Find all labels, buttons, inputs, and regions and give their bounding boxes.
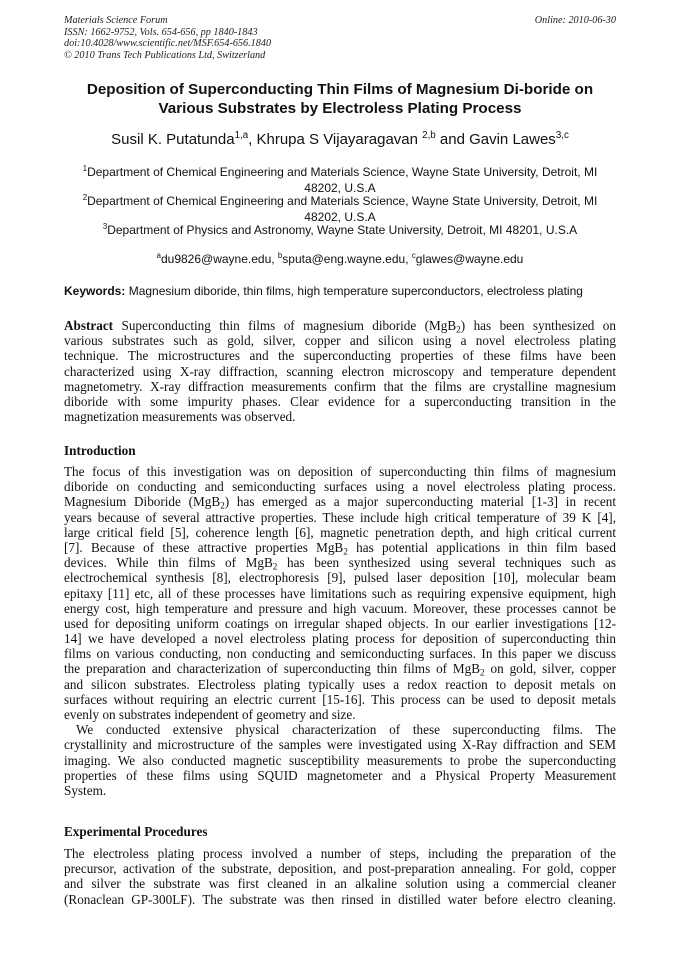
affiliation-number: 3 (102, 222, 108, 231)
body-line: imaging. We also conducted magnetic susceptibility measurements to probe the superconducting (64, 752, 616, 768)
author-name: Gavin Lawes (469, 131, 556, 148)
body-line: 14] we have developed a novel electroless plating process for deposition of superconducting thin (64, 631, 616, 647)
experimental-heading: Experimental Procedures (64, 824, 208, 839)
affiliation-text-cont: 48202, U.S.A (304, 180, 376, 195)
body-line: properties of these films using SQUID magnetometer and a Physical Property Measurement (64, 767, 616, 783)
email-mark: c (411, 251, 416, 260)
author-affiliation-mark: 1,a (234, 130, 249, 141)
email-mark: a (156, 251, 161, 260)
abstract-line: various substrates such as gold, silver, copper and silicon using a novel electroless plating (64, 333, 616, 349)
body-line: large critical field [5], coherence length [6], magnetic penetration depth, and high critical current (64, 524, 616, 540)
email-mark: b (277, 251, 283, 260)
abstract-line-text: Superconducting thin films of magnesium diboride (MgB$_2$) has been synthesized on (113, 318, 616, 335)
introduction-body (64, 464, 616, 798)
body-line: used for depositing uniform coatings on irregular shaped objects. In our earlier investigations [12- (64, 615, 616, 631)
keywords (64, 283, 616, 299)
body-line: epitaxy [11] etc, all of these processes have limitations such as requiring expensive equipment, high (64, 585, 616, 601)
affiliation-text: Department of Chemical Engineering and Materials Science, Wayne State University, Detroit, MI (87, 194, 598, 208)
abstract-label: Abstract (64, 318, 114, 333)
email-list (64, 248, 616, 267)
issn-line: ISSN: 1662-9752, Vols. 654-656, pp 1840-1843 (64, 26, 258, 38)
journal-header (64, 15, 616, 61)
body-line: devices. While thin films of MgB$_2$ has been synthesized using several techniques such as (64, 555, 616, 572)
body-line: The focus of this investigation was on deposition of superconducting thin films of magnesium (64, 464, 616, 479)
body-line: and silver the substrate was first cleaned in an alkaline solution using a commercial cleaner (64, 876, 616, 892)
author-separator: , (248, 131, 257, 148)
abstract-line (64, 318, 616, 333)
body-line: The electroless plating process involved a number of steps, including the preparation of the (64, 846, 616, 861)
paper-title (64, 80, 616, 118)
keywords-text: Magnesium diboride, thin films, high temperature superconductors, electroless plating (125, 284, 583, 298)
author-name: Susil K. Putatunda (111, 131, 235, 148)
body-line: the preparation and characterization of superconducting thin films of MgB$_2$ on gold, silver, copper (64, 661, 616, 678)
abstract-line: characterized using X-ray diffraction, scanning electron microscopy and temperature dependent (64, 363, 616, 379)
keywords-label: Keywords: (64, 284, 126, 298)
abstract-line: technique. The microstructures and the superconducting properties of these films have been (64, 348, 616, 364)
journal-name: Materials Science Forum (64, 15, 168, 26)
body-line: surfaces without requiring an electric current [15-16]. This process can be used to deposit metals (64, 691, 616, 707)
body-line: We conducted extensive physical characterization of these superconducting films. The (76, 722, 616, 738)
body-line: evenly on substrates independent of geometry and size. (64, 707, 356, 722)
author-affiliation-mark: 2,b (422, 130, 436, 141)
title-line-2: Various Substrates by Electroless Plating Process (158, 100, 522, 117)
body-line: films on various conducting, non conducting and semiconducting surfaces. In this paper we discuss (64, 646, 616, 662)
affiliation-number: 2 (82, 193, 88, 202)
title-line-1: Deposition of Superconducting Thin Films of Magnesium Di-boride on (86, 81, 594, 98)
abstract (64, 318, 616, 424)
author-separator: and (435, 131, 470, 148)
affiliation-text: Department of Physics and Astronomy, Wayne State University, Detroit, MI 48201, U.S.A (107, 223, 578, 237)
affiliation-number: 1 (82, 164, 88, 173)
email-separator: , (405, 252, 412, 266)
body-line: energy cost, high temperature and pressure and high vacuum. Moreover, these processes cannot be (64, 600, 616, 616)
author-affiliation-mark: 3,c (555, 130, 569, 141)
affiliation-3 (64, 219, 616, 239)
doi-line: doi:10.4028/www.scientific.net/MSF.654-656.1840 (64, 38, 272, 50)
email-address[interactable]: glawes@wayne.edu (415, 252, 524, 266)
body-line: (Ronaclean GP-300LF). The substrate was then rinsed in distilled water before electro cleaning. (64, 891, 616, 907)
affiliation-text-cont: 48202, U.S.A (304, 209, 376, 224)
body-line: electrochemical synthesis [8], electrophoresis [9], pulsed laser deposition [10], molecular beam (64, 570, 616, 586)
body-line: System. (64, 782, 107, 798)
body-line: [7]. Because of these attractive properties MgB$_2$ has potential applications in thin film based (64, 539, 616, 557)
body-line: crystallinity and microstructure of the samples were investigated using X-Ray diffraction and SEM (64, 737, 616, 753)
body-line: diboride on conducting and semiconducting surfaces using a novel electroless plating process. (64, 479, 616, 495)
copyright-line: © 2010 Trans Tech Publications Ltd, Switzerland (64, 49, 266, 61)
abstract-line: magnetometry. X-ray diffraction measurements confirm that the films are crystalline magnesium (64, 378, 616, 394)
author-name: Khrupa S Vijayaragavan (256, 131, 423, 148)
author-list (64, 126, 616, 150)
body-line: years because of several attractive properties. These include high critical temperature of 39 K [4], (64, 509, 616, 525)
abstract-line: magnetization measurements was observed. (64, 409, 296, 425)
affiliation-text: Department of Chemical Engineering and Materials Science, Wayne State University, Detroit, MI (87, 165, 598, 179)
email-address[interactable]: sputa@eng.wayne.edu (282, 252, 406, 266)
email-separator: , (271, 252, 278, 266)
body-line: Magnesium Diboride (MgB$_2$) has emerged as a major superconducting material [1-3] in recent (64, 494, 616, 511)
body-line: and silicon substrates. Electroless plating typically uses a redox reaction to deposit metals on (64, 676, 616, 692)
abstract-line: diboride with some impurity phases. Clear evidence for a superconducting transition in the (64, 393, 616, 409)
online-date: Online: 2010-06-30 (534, 15, 616, 26)
introduction-heading: Introduction (64, 443, 136, 458)
body-line: precursor, activation of the substrate, deposition, and post-preparation annealing. For gold, copper (64, 861, 616, 877)
experimental-body (64, 846, 616, 907)
email-address[interactable]: du9826@wayne.edu (160, 252, 272, 266)
